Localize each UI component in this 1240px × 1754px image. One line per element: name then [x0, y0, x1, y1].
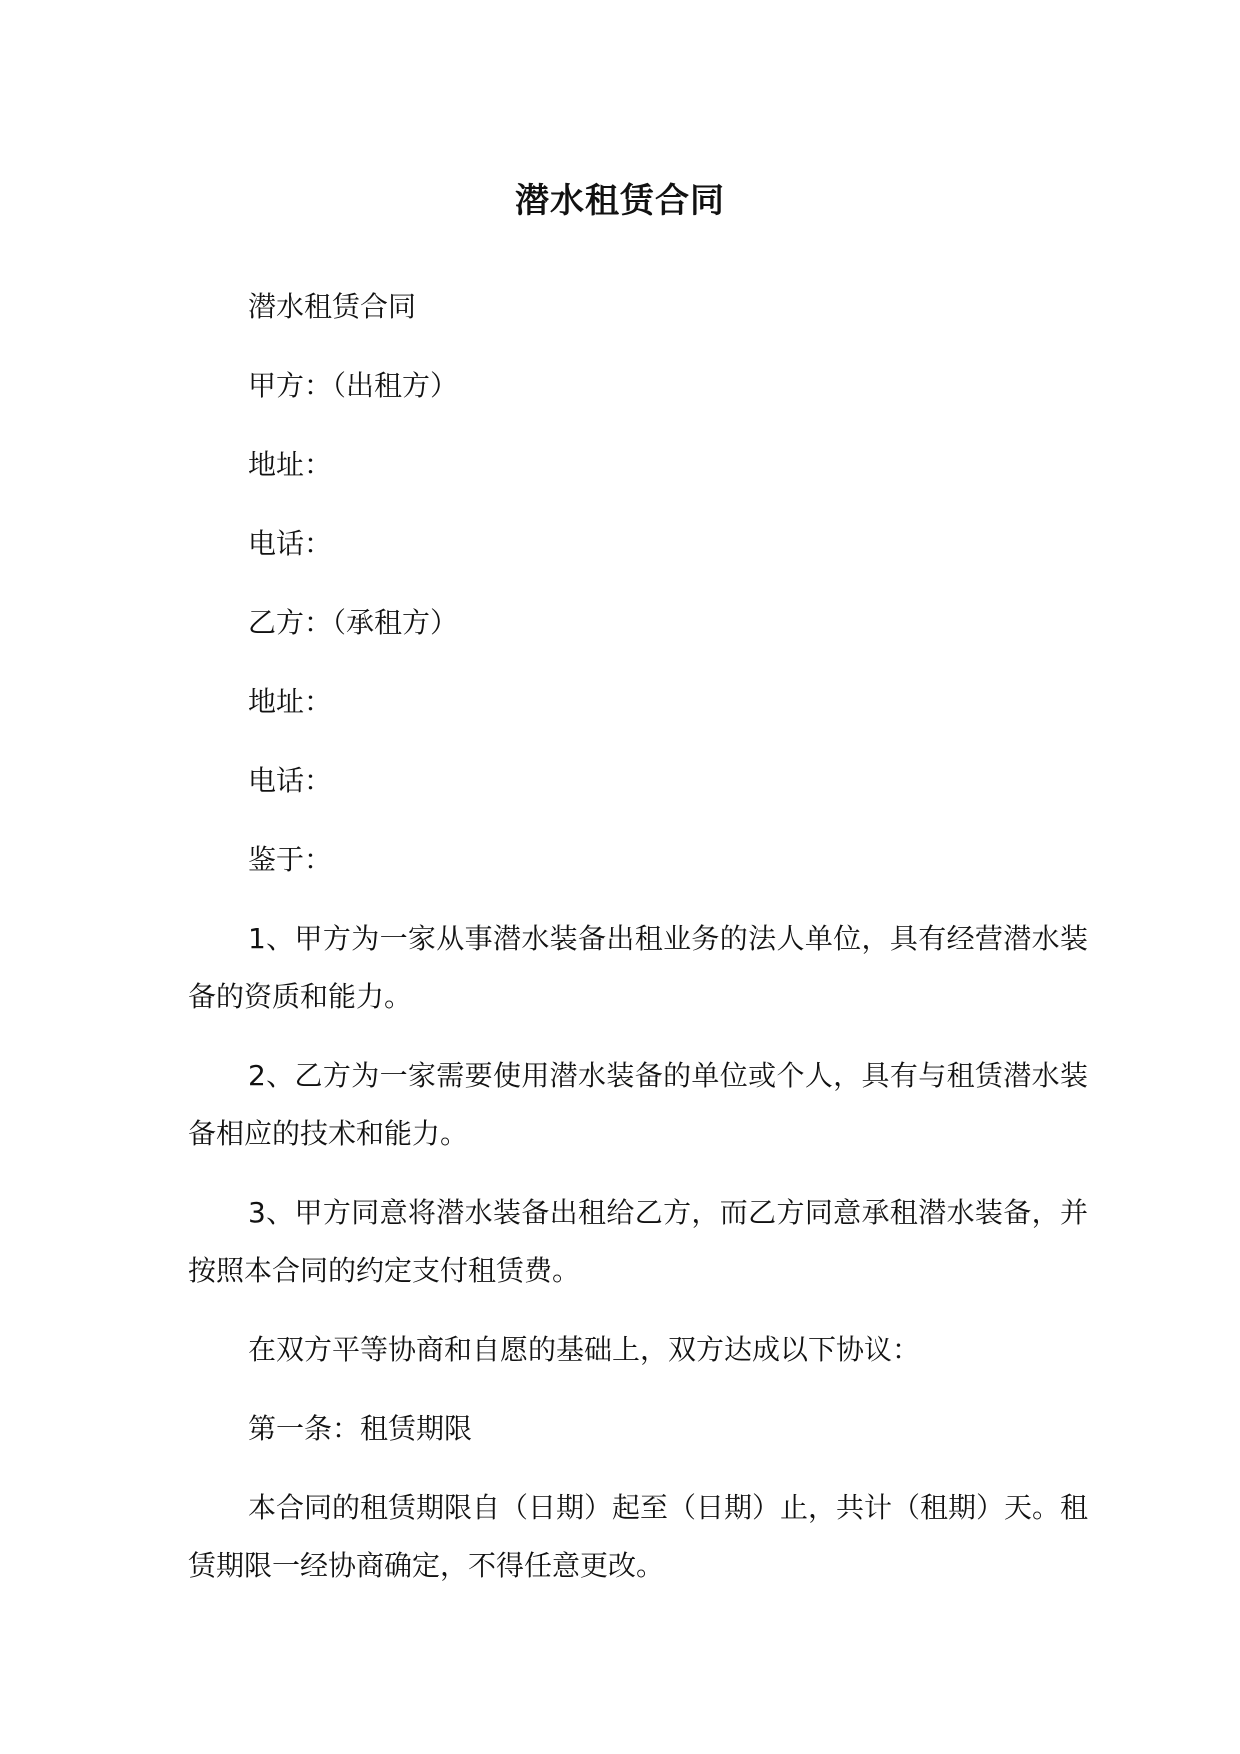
paragraph-party-a-phone: 电话： [248, 527, 333, 560]
paragraph-party-b-phone: 电话： [248, 764, 333, 797]
paragraph-whereas: 鉴于： [248, 843, 333, 876]
document-title: 潜水租赁合同 [515, 181, 725, 221]
paragraph-party-b-address: 地址： [248, 685, 333, 718]
paragraph-agreement-intro: 在双方平等协商和自愿的基础上，双方达成以下协议： [248, 1333, 921, 1366]
document-body [188, 278, 1088, 1616]
paragraph-party-b: 乙方：（承租方） [248, 606, 459, 639]
paragraph-recital-2: 2、乙方为一家需要使用潜水装备的单位或个人，具有与租赁潜水装备相应的技术和能力。 [188, 1059, 1088, 1150]
paragraph-subtitle: 潜水租赁合同 [248, 290, 417, 323]
paragraph-recital-3: 3、甲方同意将潜水装备出租给乙方，而乙方同意承租潜水装备，并按照本合同的约定支付租赁费。 [188, 1196, 1088, 1287]
paragraph-article-1-body: 本合同的租赁期限自（日期）起至（日期）止，共计（租期）天。租赁期限一经协商确定，不得任意更改。 [188, 1491, 1089, 1582]
paragraph-party-a: 甲方：（出租方） [248, 369, 459, 402]
paragraph-recital-1: 1、甲方为一家从事潜水装备出租业务的法人单位，具有经营潜水装备的资质和能力。 [188, 922, 1088, 1013]
paragraph-article-1-heading: 第一条：租赁期限 [248, 1412, 473, 1445]
paragraph-party-a-address: 地址： [248, 448, 333, 481]
